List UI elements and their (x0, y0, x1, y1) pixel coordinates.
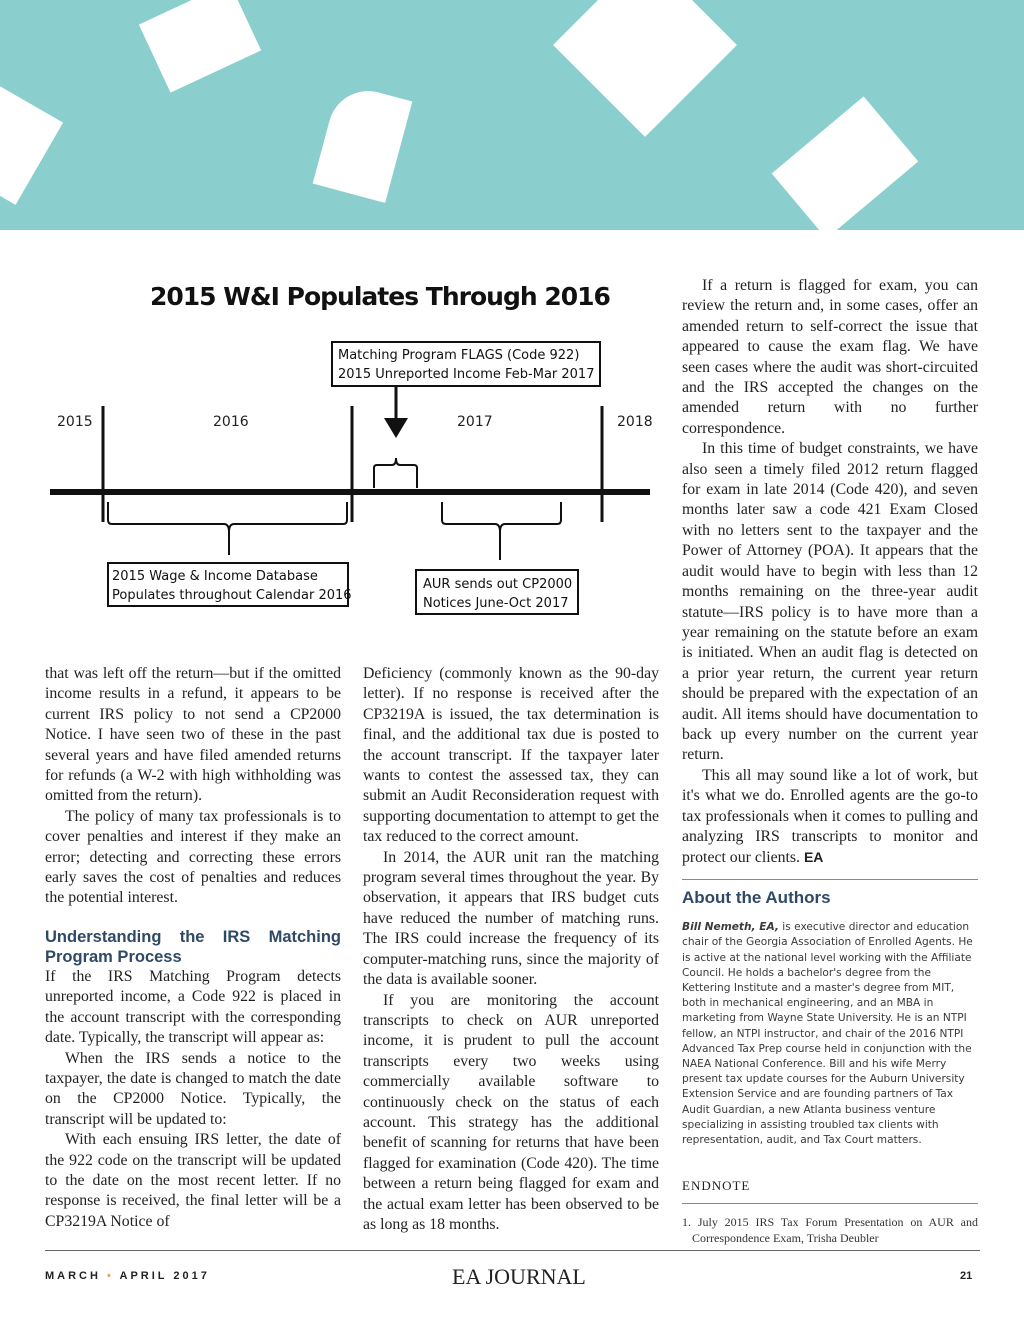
endnote-heading: ENDNOTE (682, 1178, 751, 1194)
paragraph (682, 766, 978, 869)
paragraph: Deficiency (commonly known as the 90-day letter). If no response is received after the CP3219A is issued, the tax determination is final, and the additional tax due is posted to the account transcript. If the taxpayer later wants to contest the assessed tax, they can submit an Audit Reconsideration request with supporting documentation to attempt to get the tax reduced to the correct amount. (363, 665, 659, 846)
issue-month-b: APRIL 2017 (119, 1270, 210, 1282)
text-column-3 (682, 276, 978, 1246)
paragraph: If a return is flagged for exam, you can review the return and, in some cases, offer an amended return to self-correct the issue that appeared to cause the exam flag. We have seen cases where the audit was short-circuited and the IRS accepted the changes on the amended return with no further correspondence. (682, 277, 978, 437)
aur-period-brace (442, 502, 561, 532)
paper-sheet-graphic (553, 0, 737, 137)
flag-period-brace (374, 458, 417, 488)
timeline-diagram (40, 270, 670, 650)
paper-sheet-graphic (772, 96, 919, 230)
issue-date (45, 1270, 210, 1282)
author-name: Bill Nemeth, EA, (682, 921, 779, 934)
footer-divider (45, 1250, 980, 1251)
divider (682, 1203, 978, 1204)
aur-box-line2: Notices June-Oct 2017 (423, 596, 569, 611)
about-authors-heading: About the Authors (682, 887, 831, 907)
paper-sheet-graphic (313, 82, 413, 203)
text-column-1 (45, 664, 341, 1232)
separator-dot: • (107, 1270, 114, 1282)
paragraph: When the IRS sends a notice to the taxpayer, the date is changed to match the date on the CP2000 Notice. Typically, the transcript will be updated to: (45, 1049, 341, 1128)
paragraph: that was left off the return—but if the omitted income results in a refund, it appears to be current IRS policy to not send a CP2000 Notice. I have seen two of these in the past several years and have filed amended returns for refunds (a W-2 with high withholding was omitted from the return). (45, 665, 341, 805)
aur-box-line1: AUR sends out CP2000 (423, 577, 573, 592)
year-label: 2016 (213, 414, 249, 430)
wage-box-line2: Populates throughout Calendar 2016 (112, 588, 352, 603)
author-bio-text: is executive director and education chair of the Georgia Association of Enrolled Agents. He is active at the national level working with the Affiliate Council. He holds a bachelor's degree from the Kettering Institute and a master's degree from MIT, both in mechanical engineering, and an MBA in marketing from Wayne State University. He is an NTPI fellow, an NTPI instructor, and chair of the 2016 NTPI Advanced Tax Prep course held in conjunction with the NAEA National Conference. Bill and his wife Merry present tax update courses for the Auburn University Extension Service and are founding partners of Tax Audit Guardian, a new Atlanta business venture specializing in assisting troubled tax clients with representation, audit, and Tax Court matters. (682, 921, 973, 1147)
year-label: 2018 (617, 414, 653, 430)
divider (682, 879, 978, 880)
paragraph: With each ensuing IRS letter, the date of the 922 code on the transcript will be updated to the date on the most recent letter. If no response is received, the final letter will be a CP3219A Notice of (45, 1131, 341, 1230)
closing-paragraph-text: This all may sound like a lot of work, but it's what we do. Enrolled agents are the go-to tax professionals when it comes to pulling and analyzing IRS transcripts to monitor and protect our clients. (682, 766, 978, 867)
end-mark: EA (803, 849, 824, 866)
diagram-title: 2015 W&I Populates Through 2016 (150, 282, 610, 311)
paragraph: In this time of budget constraints, we have also seen a timely filed 2012 return flagged for exam in late 2014 (Code 420), and seven months later saw a code 421 Exam Closed with no letters sent to the taxpayer and the Power of Attorney (POA). It appears that the audit would have to begin with less than 12 months remaining on the three-year audit statute—IRS policy is to have more than a year remaining on the statute before an exam is initiated. When an audit flag is detected on a prior year return, the current year return should be prepared with the expectation of an audit. All items should have documentation to back up every number on the current year return. (682, 440, 978, 764)
header-banner (0, 0, 1024, 230)
wage-box-line1: 2015 Wage & Income Database (112, 569, 318, 584)
endnote-item: 1. July 2015 IRS Tax Forum Presentation on AUR and Correspondence Exam, Trisha Deubler (682, 1214, 978, 1245)
section-heading: Understanding the IRS Matching Program Process (45, 927, 341, 966)
paragraph: If you are monitoring the account transcripts to check on AUR unreported income, it is prudent to pull the account transcripts every two weeks using commercially available software to continuously check on the status of each account. This strategy has the additional benefit of scanning for returns that have been flagged for examination (Code 420). The time between a return being flagged for exam and the actual exam letter has been observed to be as long as 18 months. (363, 991, 659, 1233)
issue-month-a: MARCH (45, 1270, 101, 1282)
wage-period-brace (108, 502, 347, 532)
year-label: 2017 (457, 414, 493, 430)
journal-logo: EA JOURNAL (452, 1264, 586, 1289)
paper-sheet-graphic (139, 0, 261, 93)
paragraph: If the IRS Matching Program detects unreported income, a Code 922 is placed in the account transcript with the corresponding date. Typically, the transcript will appear as: (45, 967, 341, 1047)
paper-sheet-graphic (0, 80, 63, 205)
page-number: 21 (960, 1270, 973, 1282)
arrow-down-icon (384, 418, 408, 438)
paragraph: The policy of many tax professionals is to cover penalties and interest if they make an error; detecting and correcting these errors early saves the cost of penalties and reduces the potential interest. (45, 807, 341, 907)
author-bio (682, 920, 978, 1148)
paragraph: In 2014, the AUR unit ran the matching program several times throughout the year. By observation, it appears that IRS budget cuts have reduced the number of matching runs. The IRS could increase the frequency of its computer-matching runs, since the majority of the data is available sooner. (363, 848, 659, 989)
flag-box-line1: Matching Program FLAGS (Code 922) (338, 348, 580, 363)
year-label: 2015 (57, 414, 93, 430)
text-column-2 (363, 664, 659, 1235)
flag-box-line2: 2015 Unreported Income Feb-Mar 2017 (338, 367, 595, 382)
